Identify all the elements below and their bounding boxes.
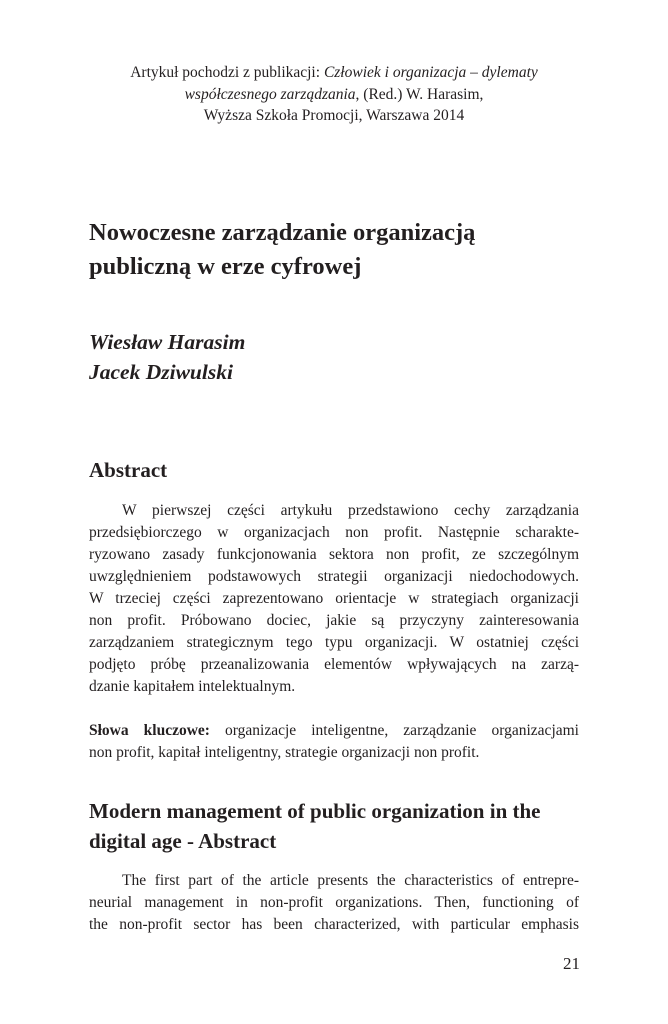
article-title-line-1: Nowoczesne zarządzanie organizacją xyxy=(89,219,476,246)
paragraph-line: dzanie kapitałem intelektualnym. xyxy=(89,678,296,695)
keywords-text-2: non profit, kapitał inteligentny, strategie organizacji non profit. xyxy=(89,744,480,761)
abstract-heading: Abstract xyxy=(89,458,168,482)
source-title-part1: Człowiek i organizacja – dylematy xyxy=(323,64,538,81)
article-title xyxy=(89,216,589,284)
paragraph-line: podjęto próbę przeanalizowania elementów wpływających na zarzą- xyxy=(89,656,579,673)
keywords-label: Słowa kluczowe: xyxy=(89,722,210,739)
source-editor: , (Red.) W. Harasim, xyxy=(355,85,484,103)
source-note xyxy=(60,62,608,127)
paragraph-line: przedsiębiorczego w organizacjach non profit. Następnie scharakte- xyxy=(89,524,579,541)
english-heading-line-1: Modern management of public organization in the xyxy=(89,799,541,823)
paragraph-line: uwzględnieniem podstawowych strategii organizacji niedochodowych. xyxy=(89,568,579,585)
paragraph-line: W pierwszej części artykułu przedstawiono cechy zarządzania xyxy=(122,502,579,519)
abstract-pl-paragraph xyxy=(89,500,579,698)
paragraph-line: The first part of the article presents the characteristics of entrepre- xyxy=(122,872,579,889)
abstract-en-paragraph xyxy=(89,870,579,936)
source-title-part2: współczesnego zarządzania xyxy=(184,85,356,103)
keywords-paragraph xyxy=(89,720,579,764)
keywords-line-1 xyxy=(89,720,579,742)
source-note-line-2 xyxy=(60,84,608,106)
paragraph-line: zarządzaniem strategicznym tego typu organizacji. W ostatniej części xyxy=(89,634,579,651)
keywords-text-1: organizacje inteligentne, zarządzanie organizacjami xyxy=(209,722,579,739)
page-number: 21 xyxy=(563,954,580,973)
paragraph-line: ryzowano zasady funkcjonowania sektora non profit, ze szczególnym xyxy=(89,546,579,563)
author-name: Jacek Dziwulski xyxy=(89,360,233,384)
source-note-line-1 xyxy=(60,62,608,84)
english-abstract-heading xyxy=(89,796,541,856)
source-publisher: Wyższa Szkoła Promocji, Warszawa 2014 xyxy=(203,107,465,124)
paragraph-line: neurial management in non-profit organizations. Then, functioning of xyxy=(89,894,579,911)
author-name: Wiesław Harasim xyxy=(89,330,246,354)
source-prefix: Artykuł pochodzi z publikacji: xyxy=(130,64,324,81)
article-title-line-2: publiczną w erze cyfrowej xyxy=(89,253,362,280)
paragraph-line: W trzeciej części zaprezentowano orientacje w strategiach organizacji xyxy=(89,590,579,607)
paragraph-line: non profit. Próbowano dociec, jakie są przyczyny zainteresowania xyxy=(89,612,579,629)
english-heading-line-2: digital age - Abstract xyxy=(89,829,277,853)
paragraph-line: the non-profit sector has been characterized, with particular emphasis xyxy=(89,916,579,933)
author-list xyxy=(89,327,569,387)
